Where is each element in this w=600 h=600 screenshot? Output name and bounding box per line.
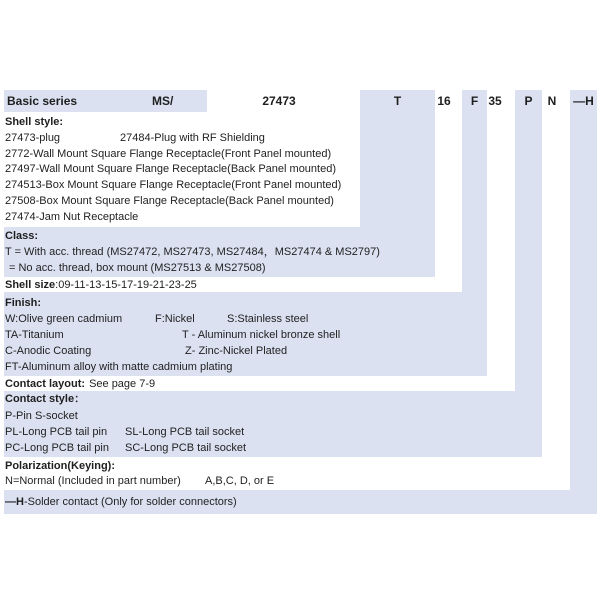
solder-code: —H <box>5 496 24 508</box>
finish-nickel: F:Nickel <box>155 313 195 325</box>
shell-size-values: :09-11-13-15-17-19-21-23-25 <box>55 279 197 291</box>
column-solder-h <box>570 90 597 514</box>
header-code-finish: F <box>470 94 479 108</box>
contact-style-sc: SC-Long PCB tail socket <box>125 442 247 454</box>
polarization-heading: Polarization(Keying): <box>5 460 116 472</box>
contact-style-pin-socket: P-Pin S-socket <box>5 410 78 422</box>
header-code-series: 27473 <box>262 94 296 108</box>
header-code-class: T <box>393 94 402 108</box>
shell-size-heading: Shell size <box>5 279 56 291</box>
shell-style-row-wall-back: 27497-Wall Mount Square Flange Receptacle(Back Panel mounted) <box>5 163 336 175</box>
header-code-solder: —H <box>573 94 594 108</box>
class-heading: Class: <box>5 230 39 242</box>
shell-style-row-box-back: 27508-Box Mount Square Flange Receptacle(Back Panel mounted) <box>5 195 334 207</box>
contact-layout-heading: Contact layout: <box>5 378 86 390</box>
solder-desc: -Solder contact (Only for solder connectors) <box>23 496 237 508</box>
header-code-contact-layout: 35 <box>488 94 502 108</box>
shell-style-row-plug: 27473-plug <box>5 132 61 144</box>
polarization-normal: N=Normal (Included in part number) <box>5 475 181 487</box>
header-code-polarization: N <box>547 94 557 108</box>
class-row-no-thread: = No acc. thread, box mount (MS27513 & MS27508) <box>9 262 266 274</box>
finish-stainless: S:Stainless steel <box>227 313 309 325</box>
contact-style-pl: PL-Long PCB tail pin <box>5 426 108 438</box>
finish-zinc-nickel: Z- Zinc-Nickel Plated <box>185 345 288 357</box>
contact-style-sl: SL-Long PCB tail socket <box>125 426 245 438</box>
class-row-with-thread: T = With acc. thread (MS27472, MS27473, MS27484，MS27474 & MS2797) <box>5 246 380 258</box>
contact-style-pc: PC-Long PCB tail pin <box>5 442 109 454</box>
finish-titanium: TA-Titanium <box>5 329 64 341</box>
polarization-keys: A,B,C, D, or E <box>205 475 275 487</box>
finish-aluminum-bronze: T - Aluminum nickel bronze shell <box>182 329 341 341</box>
finish-anodic: C-Anodic Coating <box>5 345 92 357</box>
contact-layout-row <box>5 377 155 391</box>
finish-matte-cadmium: FT-Aluminum alloy with matte cadmium plating <box>5 361 233 373</box>
header-prefix: MS/ <box>152 94 174 108</box>
shell-size-row <box>5 278 197 292</box>
header-basic-series-label: Basic series <box>7 94 78 108</box>
shell-style-heading: Shell style: <box>5 116 64 128</box>
shell-style-row-plug-rf: 27484-Plug with RF Shielding <box>120 132 265 144</box>
contact-style-heading: Contact style： <box>5 393 86 405</box>
header-code-shell-size: 16 <box>437 94 451 108</box>
shell-style-row-wall-front: 2772-Wall Mount Square Flange Receptacle(Front Panel mounted) <box>5 148 332 160</box>
finish-olive-cadmium: W:Olive green cadmium <box>5 313 123 325</box>
shell-style-row-box-front: 274513-Box Mount Square Flange Receptacle(Front Panel mounted) <box>5 179 342 191</box>
contact-layout-value: See page 7-9 <box>89 378 156 390</box>
solder-row <box>5 495 237 509</box>
header-code-contact-style: P <box>524 94 533 108</box>
finish-heading: Finish: <box>5 297 42 309</box>
shell-style-row-jam-nut: 27474-Jam Nut Receptacle <box>5 211 139 223</box>
